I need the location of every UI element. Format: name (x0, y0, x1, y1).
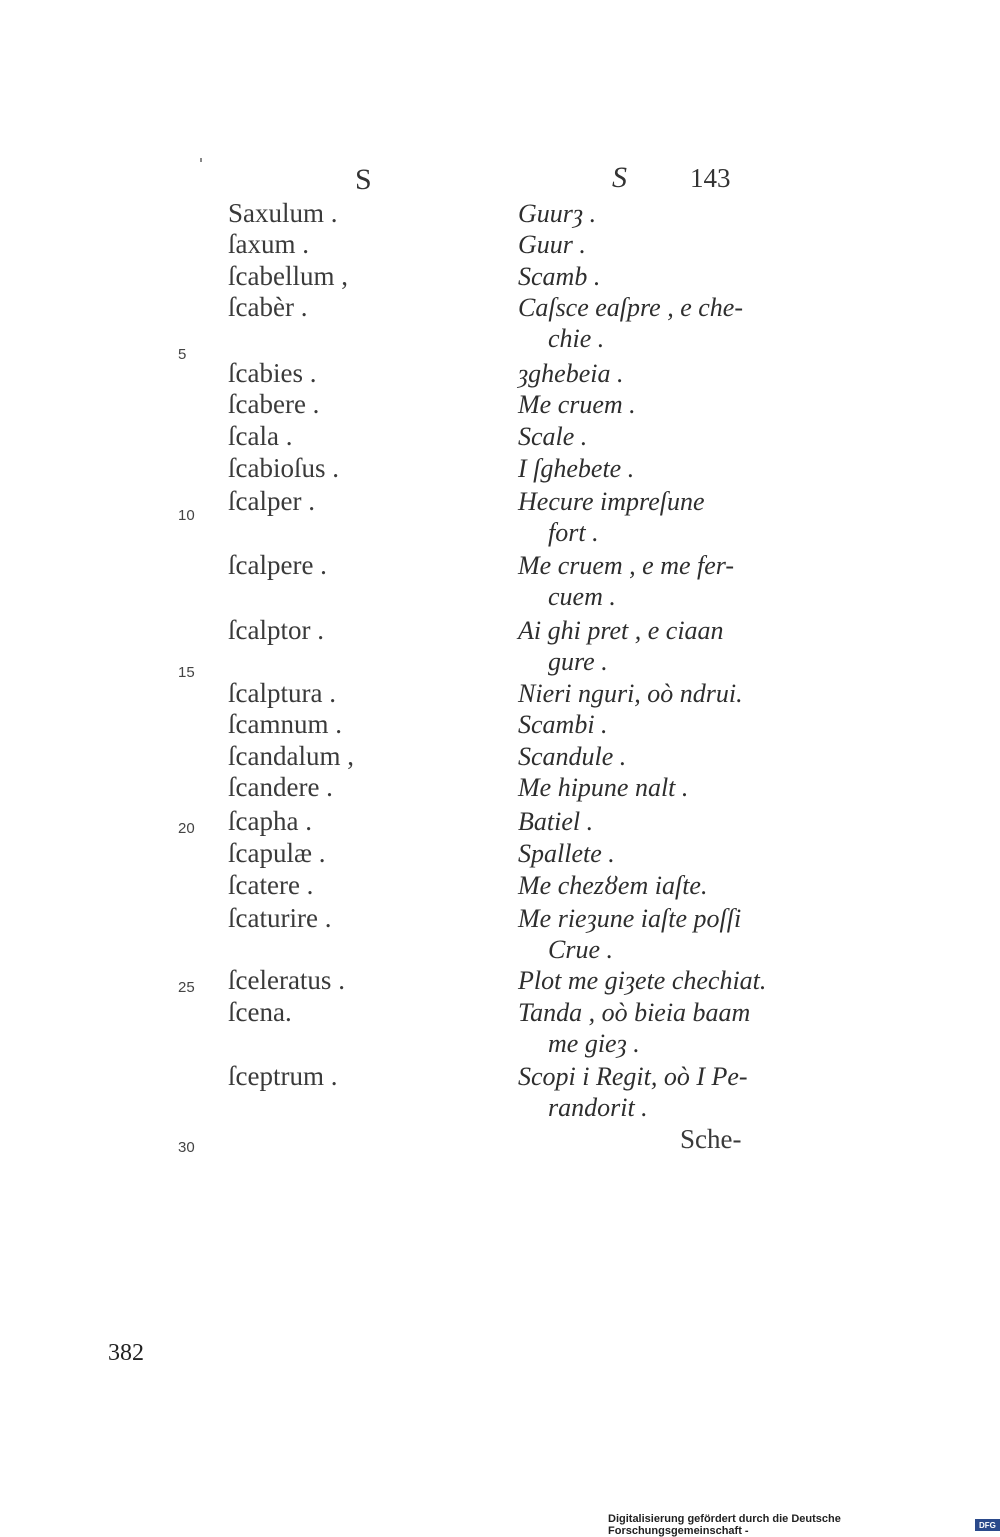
albanian-translation (518, 261, 600, 292)
translation-line: Caſsce eaſpre , e che- (518, 293, 743, 322)
albanian-translation (518, 870, 707, 901)
latin-headword: ſcabellum , (228, 261, 348, 291)
latin-headword: Saxulum . (228, 198, 338, 228)
latin-headword: ſcaturire . (228, 903, 332, 933)
translation-line: Spallete . (518, 839, 615, 868)
line-number: 5 (178, 346, 187, 363)
latin-headword: ſcala . (228, 421, 293, 451)
translation-line: ȝghebeia . (518, 359, 624, 388)
latin-headword: ſcena. (228, 997, 292, 1027)
translation-line: Nieri nguri, oò ndrui. (518, 679, 743, 708)
translation-continuation: randorit . (548, 1093, 648, 1122)
translation-line: Plot me giȝete chechiat. (518, 966, 767, 995)
latin-headword: ſcalper . (228, 486, 315, 516)
line-number: 10 (178, 507, 195, 524)
latin-headword: ſcapha . (228, 806, 312, 836)
latin-headword: ſcalpere . (228, 550, 327, 580)
translation-continuation: cuem . (548, 582, 616, 611)
running-head-right: S (612, 161, 627, 194)
translation-line: Me cruem . (518, 390, 636, 419)
latin-headword: ſcandalum , (228, 741, 354, 771)
translation-line: Me hipune nalt . (518, 773, 689, 802)
latin-headword: ſaxum . (228, 229, 309, 259)
albanian-translation (518, 709, 608, 740)
line-number: 25 (178, 979, 195, 996)
albanian-translation (518, 997, 750, 1059)
translation-line: Scopi i Regit, oò I Pe- (518, 1062, 748, 1091)
translation-continuation: fort . (548, 518, 599, 547)
translation-continuation: gure . (548, 647, 608, 676)
translation-line: Ai ghi pret , e ciaan (518, 616, 724, 645)
translation-line: Tanda , oò bieia baam (518, 998, 751, 1027)
translation-line: Me cruem , e me fer- (518, 551, 735, 580)
albanian-translation (518, 741, 626, 772)
albanian-translation (518, 806, 593, 837)
translation-line: Guur . (518, 230, 586, 259)
albanian-translation (518, 678, 743, 709)
translation-line: Scale . (518, 422, 588, 451)
translation-line: Me chezȣem iaſte. (518, 871, 708, 900)
latin-headword: ſceleratus . (228, 965, 345, 995)
latin-headword: ſcatere . (228, 870, 314, 900)
translation-line: Guurȝ . (518, 199, 597, 228)
running-head-left: S (355, 163, 372, 196)
albanian-translation (518, 198, 596, 229)
albanian-translation (518, 292, 743, 354)
dfg-logo-icon: DFG (975, 1519, 1000, 1531)
latin-headword: ſcandere . (228, 772, 333, 802)
footer-text: Digitalisierung gefördert durch die Deutsche Forschungsgemeinschaft - (608, 1513, 841, 1537)
translation-line: Scamb . (518, 262, 601, 291)
translation-line: I ſghebete . (518, 454, 635, 483)
albanian-translation (518, 965, 766, 996)
translation-line: Batiel . (518, 807, 594, 836)
translation-line: Hecure impreſune (518, 487, 705, 516)
albanian-translation (518, 1061, 748, 1123)
line-number: 20 (178, 820, 195, 837)
latin-headword: ſcapulæ . (228, 838, 326, 868)
albanian-translation (518, 772, 688, 803)
latin-headword: ſcabèr . (228, 292, 308, 322)
translation-continuation: me gieȝ . (548, 1029, 640, 1058)
latin-headword: ſcabioſus . (228, 453, 339, 483)
albanian-translation (518, 550, 734, 612)
line-number: 15 (178, 664, 195, 681)
albanian-translation (518, 903, 741, 965)
albanian-translation (518, 358, 623, 389)
page-number: 143 (690, 163, 731, 193)
albanian-translation (518, 229, 586, 260)
latin-headword: ſcabies . (228, 358, 317, 388)
translation-line: Scandule . (518, 742, 627, 771)
latin-headword: ſcalptura . (228, 678, 336, 708)
translation-line: Scambi . (518, 710, 608, 739)
albanian-translation (518, 421, 587, 452)
catchword: Sche- (680, 1124, 742, 1154)
albanian-translation (518, 486, 705, 548)
translation-continuation: Crue . (548, 935, 613, 964)
latin-headword: ſcamnum . (228, 709, 342, 739)
translation-continuation: chie . (548, 324, 605, 353)
translation-line: Me rieȝune iaſte poſſi (518, 904, 742, 933)
line-number: 30 (178, 1139, 195, 1156)
albanian-translation (518, 389, 636, 420)
latin-headword: ſceptrum . (228, 1061, 338, 1091)
latin-headword: ſcalptor . (228, 615, 324, 645)
folio-number: 382 (108, 1340, 144, 1366)
albanian-translation (518, 615, 724, 677)
albanian-translation (518, 453, 634, 484)
digitization-footer (608, 1513, 1000, 1537)
margin-mark (200, 158, 202, 162)
albanian-translation (518, 838, 615, 869)
latin-headword: ſcabere . (228, 389, 320, 419)
